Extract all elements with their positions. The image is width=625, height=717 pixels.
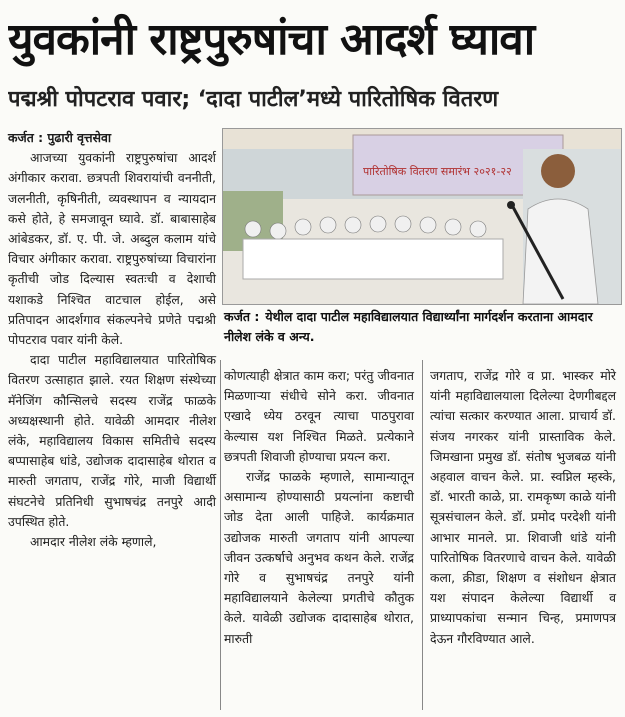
paragraph: आमदार नीलेश लंके म्हणाले, bbox=[30, 534, 157, 550]
column-2 bbox=[224, 366, 414, 649]
paragraph: आजच्या युवकांनी राष्ट्रपुरुषांचा आदर्श अंगीकार करावा. छत्रपती शिवरायांची वननीती, जलनीती, कृषिनीती, व्यवस्थापन व न्यायदान कसे होते, हे समजावून घ्यावे. डॉ. बाबासाहेब आंबेडकर, डॉ. ए. पी. जे. अब्दुल कलाम यांचे विचार अंगीकार करावा. राष्ट्रपुरुषांच्या विचारांना कृतीची जोड दिल्यास स्वतःची व देशाची यशाकडे निश्चित वाटचाल होईल, असे प्रतिपादन आदर्शगाव संकल्पनेचे प्रणेते पद्मश्री पोपटराव पवार यांनी केले. bbox=[8, 150, 216, 348]
headline: युवकांनी राष्ट्रपुरुषांचा आदर्श घ्यावा bbox=[8, 14, 535, 65]
column-divider bbox=[220, 360, 221, 710]
subheadline: पद्मश्री पोपटराव पवार; ‘दादा पाटील’मध्ये पारितोषिक वितरण bbox=[8, 87, 499, 112]
paragraph: दादा पाटील महाविद्यालयात पारितोषिक वितरण उत्साहात झाले. रयत शिक्षण संस्थेच्या मॅनेजिंग कौन्सिलचे सदस्य राजेंद्र फाळके अध्यक्षस्थानी होते. यावेळी आमदार नीलेश लंके, महाविद्यालय विकास समितीचे सदस्य बप्पासाहेब धांडे, उद्योजक दादासाहेब थोरात व मारुती जगताप, राजेंद्र गोरे, माजी विद्यार्थी संघटनेचे प्रतिनिधी सुभाषचंद्र तनपुरे आदी उपस्थित होते. bbox=[8, 352, 216, 529]
banner-text: पारितोषिक वितरण समारंभ २०२१-२२ bbox=[363, 165, 512, 178]
caption-place: कर्जत : bbox=[224, 309, 260, 324]
photo-caption bbox=[224, 307, 620, 347]
caption-text: येथील दादा पाटील महाविद्यालयात विद्यार्थ्यांना मार्गदर्शन करताना आमदार नीलेश लंके व अन्य. bbox=[224, 309, 593, 344]
news-photo bbox=[222, 128, 622, 305]
column-3 bbox=[430, 366, 616, 649]
column-divider bbox=[422, 360, 423, 710]
paragraph: कोणत्याही क्षेत्रात काम करा; परंतु जीवनात मिळणाऱ्या संधीचे सोने करा. जीवनात एखादे ध्येय ठरवून त्याचा पाठपुरावा केल्यास यश निश्चित मिळते. प्रत्येकाने छत्रपती शिवाजी होण्याचा प्रयत्न करा. bbox=[224, 368, 414, 464]
dateline: कर्जत : पुढारी वृत्तसेवा bbox=[8, 130, 112, 145]
paragraph: राजेंद्र फाळके म्हणाले, सामान्यातून असामान्य होण्यासाठी प्रयत्नांना कष्टाची जोड देता आली पाहिजे. कार्यक्रमात उद्योजक मारुती जगताप यांनी आपल्या जीवन उत्कर्षाचे अनुभव कथन केले. राजेंद्र गोरे व सुभाषचंद्र तनपुरे यांनी महाविद्यालयाने केलेल्या प्रगतीचे कौतुक केले. यावेळी उद्योजक दादासाहेब थोरात, मारुती bbox=[224, 469, 414, 646]
paragraph: जगताप, राजेंद्र गोरे व प्रा. भास्कर मोरे यांनी महाविद्यालयाला दिलेल्या देणगीबद्दल त्यांचा सत्कार करण्यात आला. प्राचार्य डॉ. संजय नगरकर यांनी प्रास्ताविक केले. जिमखाना प्रमुख डॉ. संतोष भुजबळ यांनी अहवाल वाचन केले. प्रा. स्वप्निल म्हस्के, डॉ. भारती काळे, प्रा. रामकृष्ण काळे यांनी सूत्रसंचालन केले. डॉ. प्रमोद परदेशी यांनी आभार मानले. प्रा. शिवाजी धांडे यांनी पारितोषिक वितरणाचे वाचन केले. यावेळी कला, क्रीडा, शिक्षण व संशोधन क्षेत्रात यश संपादन केलेल्या विद्यार्थी व प्राध्यापकांचा सन्मान चिन्ह, प्रमाणपत्र देऊन गौरविण्यात आले. bbox=[430, 368, 616, 646]
photo-illustration bbox=[223, 129, 621, 304]
column-1 bbox=[8, 128, 216, 552]
